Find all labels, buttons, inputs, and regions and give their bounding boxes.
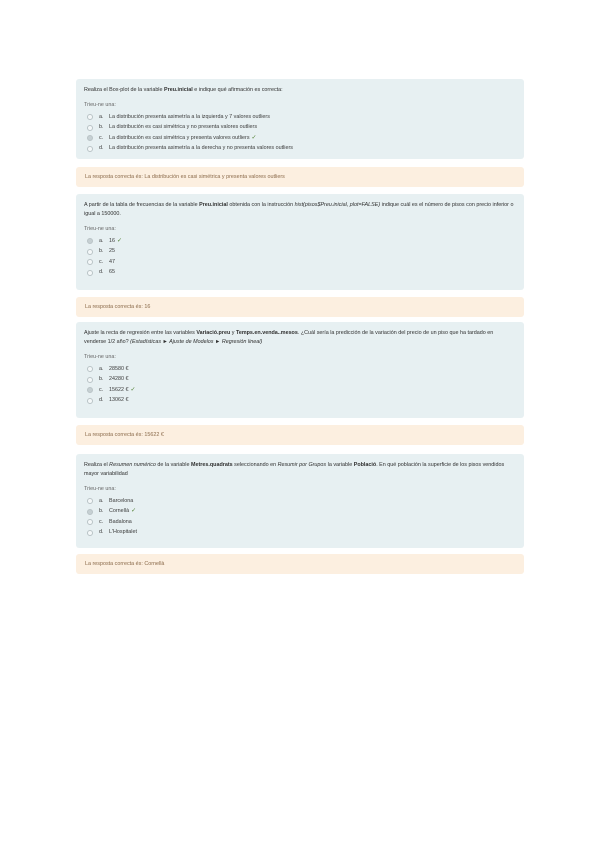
answer-option[interactable] xyxy=(84,247,516,258)
option-text: 47 xyxy=(109,258,115,265)
answer-option[interactable] xyxy=(84,257,516,268)
question-3-feedback: La resposta correcta és: 15622 € xyxy=(76,425,524,445)
answer-option[interactable] xyxy=(84,133,516,144)
radio-button[interactable] xyxy=(87,146,93,152)
answer-options xyxy=(84,236,516,278)
answer-option[interactable] xyxy=(84,112,516,123)
answer-options xyxy=(84,112,516,154)
answer-option[interactable] xyxy=(84,528,516,539)
answer-option[interactable] xyxy=(84,144,516,155)
question-1-card xyxy=(76,79,524,159)
option-letter: a. xyxy=(99,237,104,244)
radio-button[interactable] xyxy=(87,125,93,131)
option-text: 15622 € xyxy=(109,386,129,393)
select-one-label: Trieu-ne una: xyxy=(84,486,116,492)
option-letter: a. xyxy=(99,497,104,504)
radio-button[interactable] xyxy=(87,498,93,504)
question-stem: A partir de la tabla de frecuencias de la variable Preu.inicial obtenida con la instrucción hist(pisos$Preu.inicial, plot=FALSE) indique cuál es el número de pisos con precio inferior o igual a 150000. xyxy=(84,202,514,217)
option-letter: d. xyxy=(99,397,104,404)
option-text: La distribución es casi simétrica y presenta valores outliers xyxy=(109,134,250,141)
radio-button[interactable] xyxy=(87,259,93,265)
option-letter: d. xyxy=(99,145,104,152)
option-text: 25 xyxy=(109,248,115,255)
select-one-label: Trieu-ne una: xyxy=(84,354,116,360)
answer-option[interactable] xyxy=(84,375,516,386)
radio-button[interactable] xyxy=(87,398,93,404)
radio-button[interactable] xyxy=(87,519,93,525)
checkmark-icon: ✓ xyxy=(117,237,123,244)
answer-options xyxy=(84,364,516,406)
option-text: 28580 € xyxy=(109,365,129,372)
question-1-feedback: La resposta correcta és: La distribución es casi simétrica y presenta valores outliers xyxy=(76,167,524,187)
option-text: 65 xyxy=(109,269,115,276)
question-stem: Realiza el Box-plot de la variable Preu.inicial e indique qué afirmación es correcta: xyxy=(84,87,283,93)
radio-button[interactable] xyxy=(87,509,93,515)
option-text: L'Hospitalet xyxy=(109,529,137,536)
answer-option[interactable] xyxy=(84,396,516,407)
option-letter: b. xyxy=(99,376,104,383)
radio-button[interactable] xyxy=(87,270,93,276)
checkmark-icon: ✓ xyxy=(130,386,136,393)
option-text: La distribución presenta asimetría a la izquierda y 7 valores outliers xyxy=(109,113,270,120)
checkmark-icon: ✓ xyxy=(131,508,137,515)
answer-option[interactable] xyxy=(84,507,516,518)
radio-button[interactable] xyxy=(87,377,93,383)
option-letter: d. xyxy=(99,269,104,276)
question-stem: Realiza el Resumen numérico de la variable Metres.quadrats seleccionando en Resumir por Grupos la variable Població. En qué población la superficie de los pisos vendidos mayor variabilidad xyxy=(84,462,505,477)
question-2-card xyxy=(76,194,524,290)
option-letter: c. xyxy=(99,386,104,393)
checkmark-icon: ✓ xyxy=(251,134,257,141)
option-text: Cornellà xyxy=(109,508,130,515)
option-letter: a. xyxy=(99,365,104,372)
answer-option[interactable] xyxy=(84,517,516,528)
question-4-feedback: La resposta correcta és: Cornellà xyxy=(76,554,524,574)
answer-option[interactable] xyxy=(84,268,516,279)
question-stem: Ajuste la recta de regresión entre las variables Variació.preu y Temps.en.venda..mesos. ¿Cuál sería la predicción de la variación del precio de un piso que ha tardado en venderse 1/2 año? (Estadísticas ► Ajuste de Modelos ► Regresión lineal) xyxy=(84,330,494,345)
option-letter: b. xyxy=(99,248,104,255)
radio-button[interactable] xyxy=(87,114,93,120)
radio-button[interactable] xyxy=(87,530,93,536)
option-text: 24280 € xyxy=(109,376,129,383)
option-letter: d. xyxy=(99,529,104,536)
answer-option[interactable] xyxy=(84,123,516,134)
option-letter: b. xyxy=(99,124,104,131)
select-one-label: Trieu-ne una: xyxy=(84,226,116,232)
option-letter: a. xyxy=(99,113,104,120)
answer-option[interactable] xyxy=(84,496,516,507)
option-letter: b. xyxy=(99,508,104,515)
question-4-card xyxy=(76,454,524,548)
radio-button[interactable] xyxy=(87,135,93,141)
radio-button[interactable] xyxy=(87,387,93,393)
option-text: 13062 € xyxy=(109,397,129,404)
option-text: La distribución es casi simétrica y no presenta valores outliers xyxy=(109,124,258,131)
radio-button[interactable] xyxy=(87,366,93,372)
answer-option[interactable] xyxy=(84,236,516,247)
question-3-card xyxy=(76,322,524,418)
option-text: Barcelona xyxy=(109,497,134,504)
option-text: La distribución presenta asimetría a la derecha y no presenta valores outliers xyxy=(109,145,293,152)
answer-options xyxy=(84,496,516,538)
answer-option[interactable] xyxy=(84,385,516,396)
radio-button[interactable] xyxy=(87,238,93,244)
select-one-label: Trieu-ne una: xyxy=(84,102,116,108)
option-letter: c. xyxy=(99,134,104,141)
answer-option[interactable] xyxy=(84,364,516,375)
option-text: 16 xyxy=(109,237,115,244)
radio-button[interactable] xyxy=(87,249,93,255)
question-2-feedback: La resposta correcta és: 16 xyxy=(76,297,524,317)
option-letter: c. xyxy=(99,518,104,525)
option-letter: c. xyxy=(99,258,104,265)
option-text: Badalona xyxy=(109,518,132,525)
